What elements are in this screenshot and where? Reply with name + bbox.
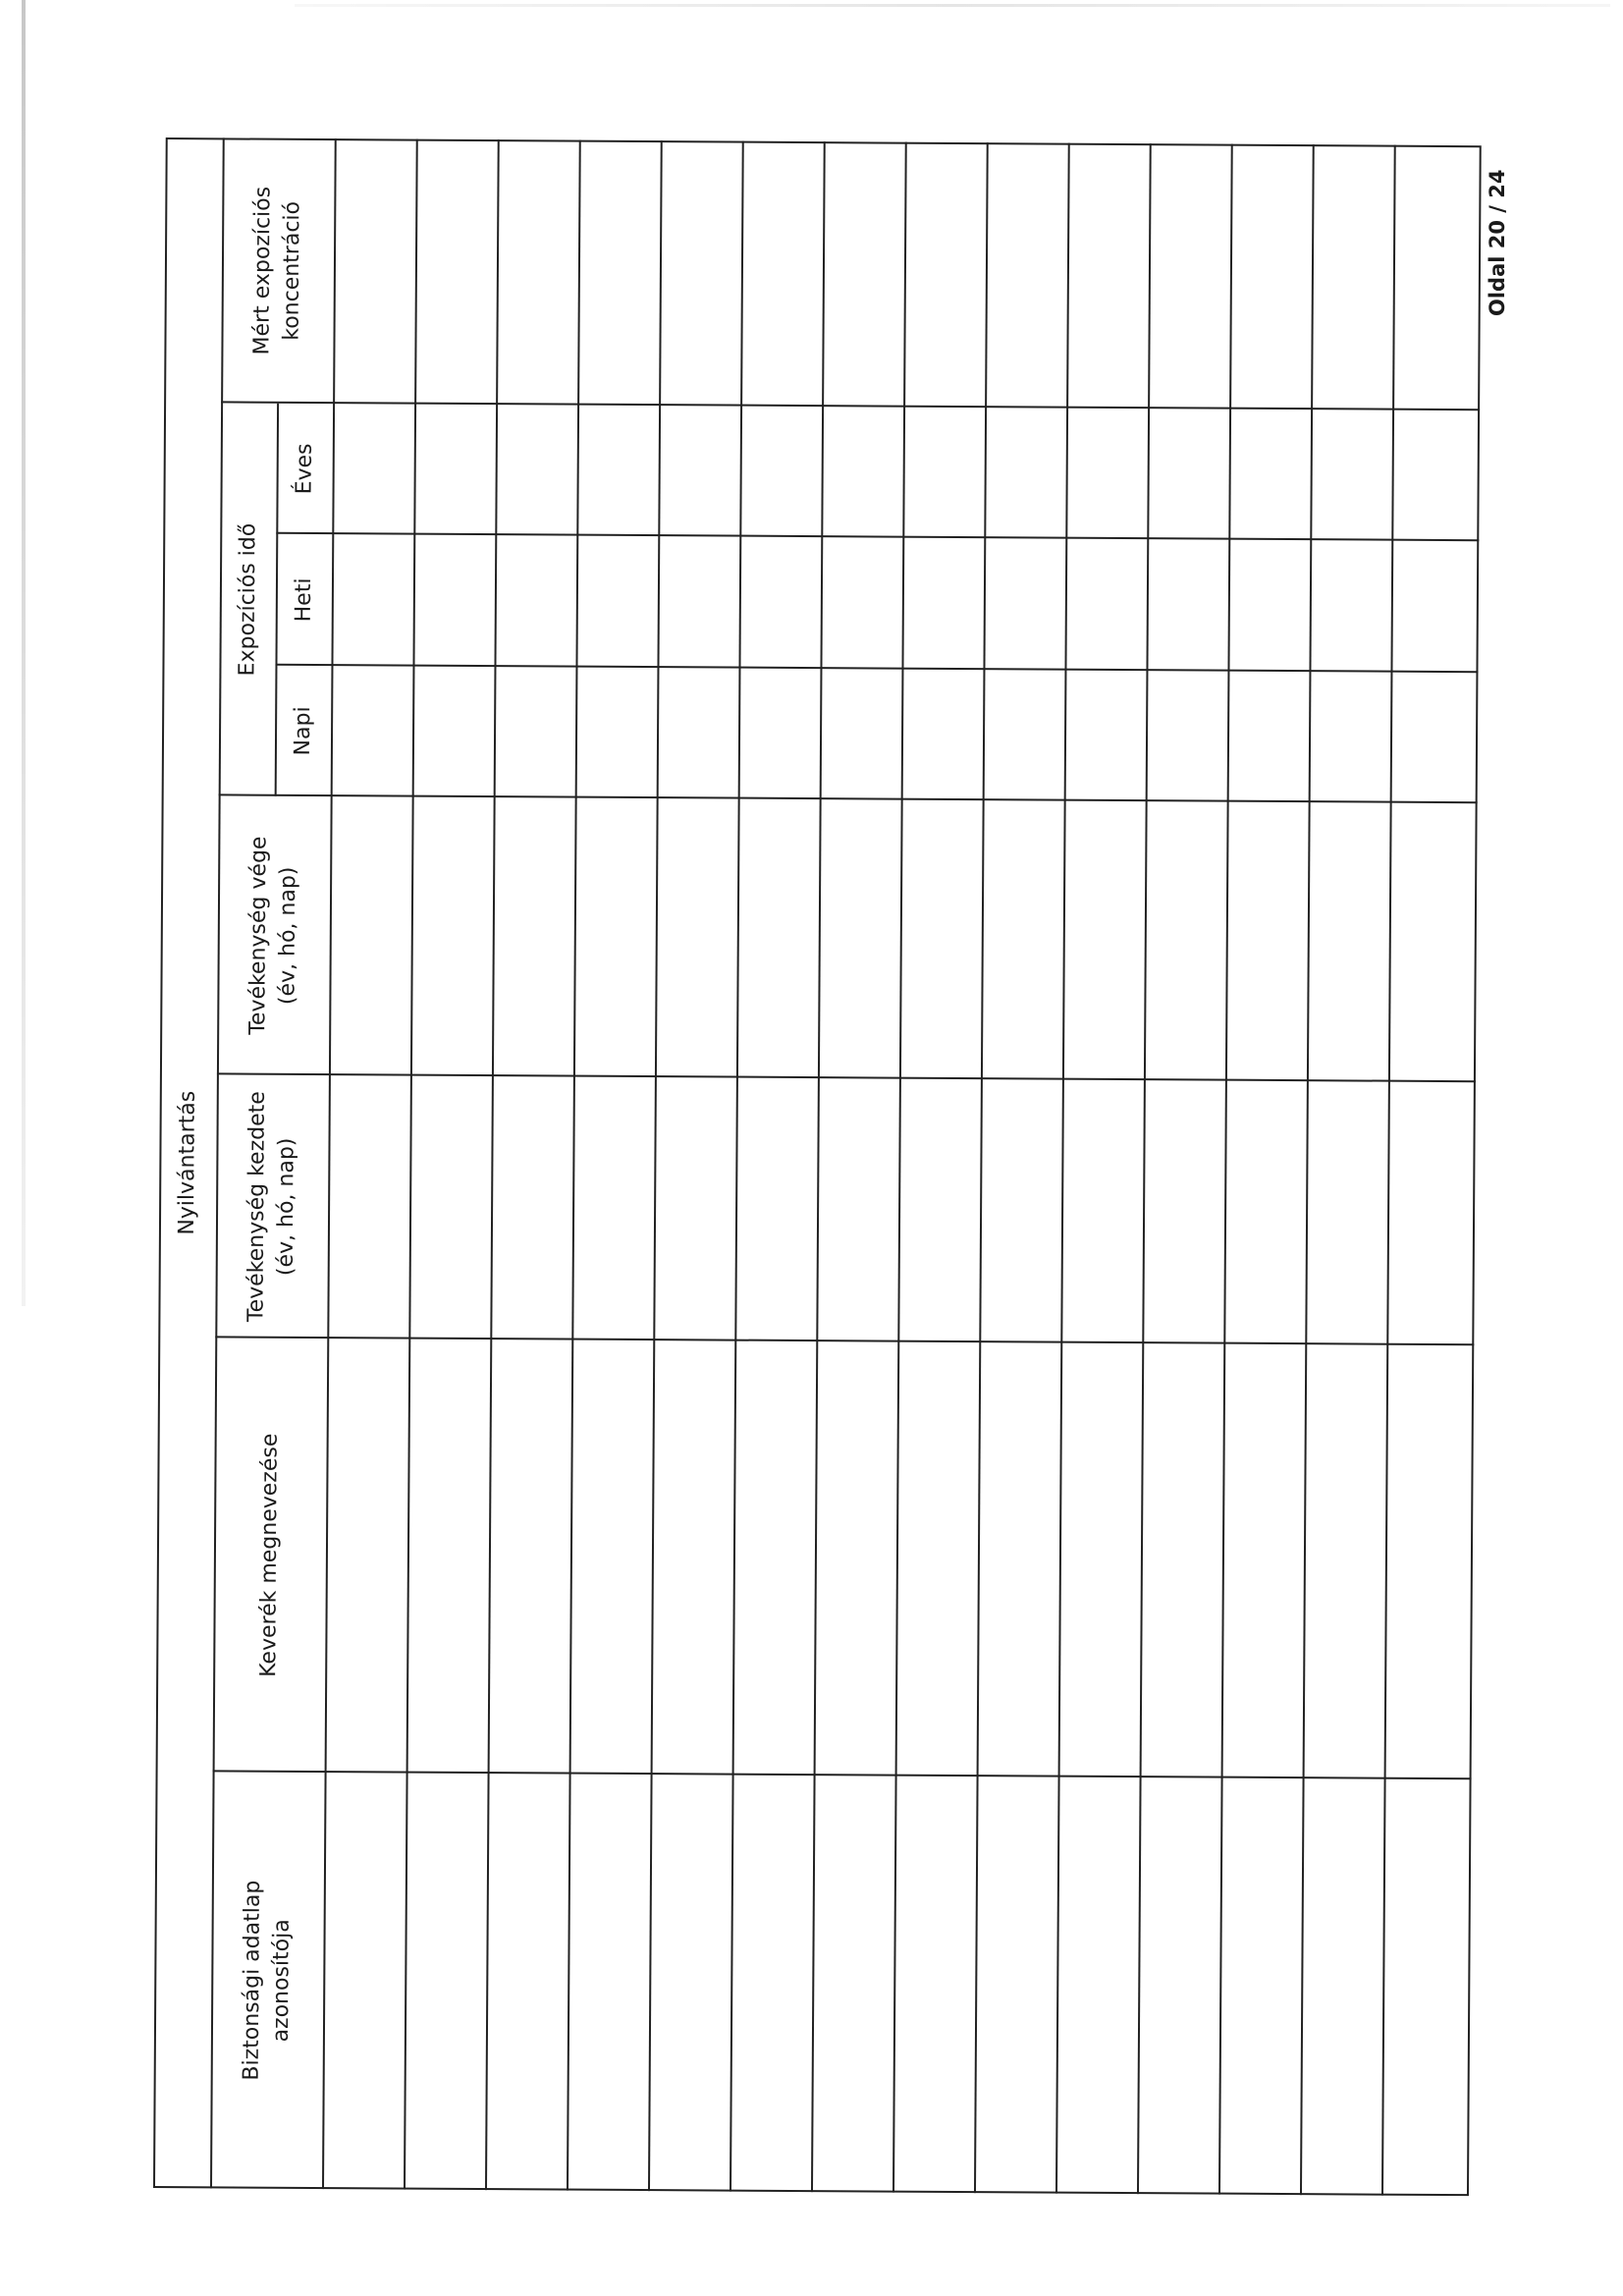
column-header-activity-end: Tevékenység vége (év, hó, nap) [245,836,301,1035]
record-sheet [153,137,1482,2196]
column-header-activity-start: Tevékenység kezdete (év, hó, nap) [243,1091,299,1323]
scan-edge-left [22,0,26,1306]
column-header-sds-id: Biztonsági adatlap azonosítója [239,1880,295,2081]
table-title: Nyilvántartás [174,1090,200,1235]
scan-edge-top [295,4,1610,7]
page-number: Oldal 20 / 24 [1486,169,1509,316]
column-header-mixture-name: Keverék megnevezése [256,1433,283,1677]
column-header-measured-concentration: Mért expozíciós koncentráció [249,186,305,355]
subcolumn-header-daily: Napi [290,706,315,756]
subcolumn-header-annual: Éves [292,443,317,495]
column-header-exposure-time: Expozíciós idő [234,522,260,677]
subcolumn-header-weekly: Heti [291,577,316,623]
